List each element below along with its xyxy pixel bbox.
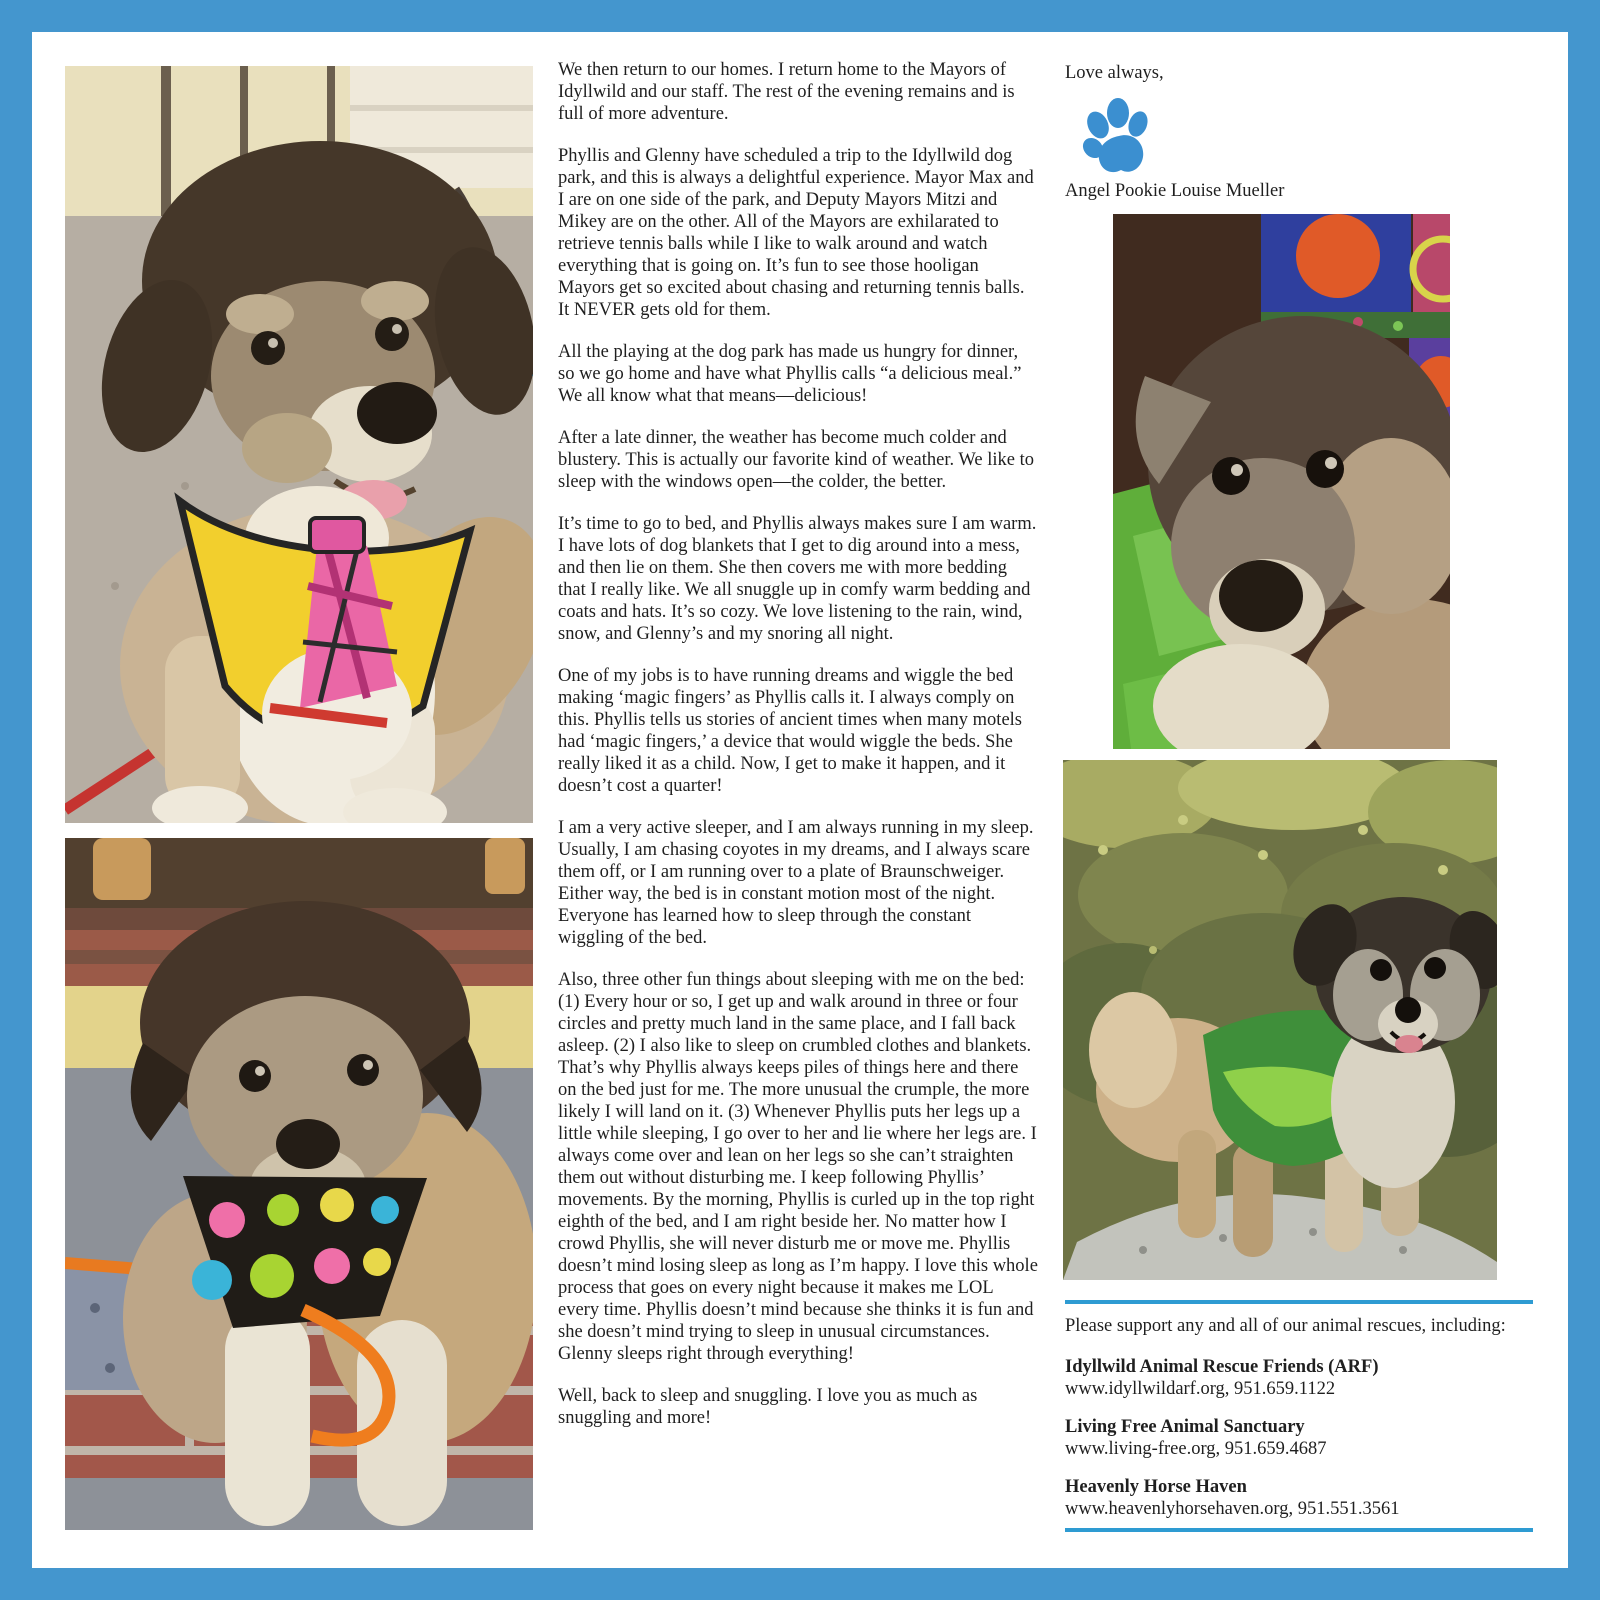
rescue-entry-living-free <box>1065 1416 1537 1460</box>
photo-dog-polka-bandana <box>65 838 533 1530</box>
letter-paragraph: Also, three other fun things about sleeping with me on the bed: (1) Every hour or so, I get up and walk around in three or four circles and pretty much land in the same place, and I fall back asleep. (2) I also like to sleep on crumbled clothes and blankets. That’s why Phyllis always keeps piles of things here and there on the bed just for me. The more unusual the crumple, the more likely I will land on it. (3) Whenever Phyllis puts her legs up a little while sleeping, I go over to her and lie where her legs are. I always come over and lean on her legs so she can’t straighten them out without disturbing me. I keep following Phyllis’ movements. By the morning, Phyllis is curled up in the top right eighth of the bed, and I am right beside her. No matter how I crowd Phyllis, she will never disturb me or move me. Phyllis doesn’t mind losing sleep as long as I’m happy. I love this whole process that goes on every night because it makes me LOL every time. Phyllis doesn’t mind because she thinks it is fun and she doesn’t mind trying to sleep in unusual circumstances. Glenny sleeps right through everything! <box>558 970 1038 1364</box>
rescue-contact: www.idyllwildarf.org, 951.659.1122 <box>1065 1379 1336 1399</box>
letter-paragraph: Well, back to sleep and snuggling. I love you as much as snuggling and more! <box>558 1386 978 1428</box>
paw-print-icon-svg <box>1081 98 1151 174</box>
dog-green-blanket-illustration <box>1113 214 1450 749</box>
support-intro-text: Please support any and all of our animal rescues, including: <box>1065 1316 1506 1336</box>
rescue-entry-heavenly-horse <box>1065 1476 1537 1520</box>
letter-paragraph: Phyllis and Glenny have scheduled a trip to the Idyllwild dog park, and this is always a delightful experience. Mayor Max and I are on one side of the park, and Deputy Mayors Mitzi and Mikey are on the other. All of the Mayors are exhilarated to retrieve tennis balls while I like to walk around and watch everything that is going on. It’s fun to see those hooligan Mayors get so excited about chasing and returning tennis balls. It NEVER gets old for them. <box>558 146 1034 320</box>
letter-paragraph: After a late dinner, the weather has become much colder and blustery. This is actually our favorite kind of weather. We like to sleep with the windows open—the colder, the better. <box>558 428 1034 492</box>
photo-dog-yellow-vest <box>65 66 533 823</box>
divider-rule-bottom <box>1065 1528 1533 1532</box>
rescue-name: Living Free Animal Sanctuary <box>1065 1417 1305 1437</box>
signature-name: Angel Pookie Louise Mueller <box>1065 181 1285 201</box>
rescue-contact: www.living-free.org, 951.659.4687 <box>1065 1439 1327 1459</box>
rescue-contact: www.heavenlyhorsehaven.org, 951.551.3561 <box>1065 1499 1400 1519</box>
valediction-text: Love always, <box>1065 63 1164 83</box>
dog-green-vest-illustration <box>1063 760 1497 1280</box>
dog-polka-bandana-illustration <box>65 838 533 1530</box>
letter-body <box>558 59 1038 1449</box>
letter-paragraph: It’s time to go to bed, and Phyllis always makes sure I am warm. I have lots of dog blankets that I get to dig around into a mess, and then lie on them. She then covers me with more bedding that I really like. We all snuggle up in comfy warm bedding and coats and hats. It’s so cozy. We love listening to the rain, wind, snow, and Glenny’s and my snoring all night. <box>558 514 1037 644</box>
letter-paragraph: We then return to our homes. I return home to the Mayors of Idyllwild and our staff. The rest of the evening remains and is full of more adventure. <box>558 60 1015 124</box>
letter-paragraph: All the playing at the dog park has made us hungry for dinner, so we go home and have what Phyllis calls “a delicious meal.” We all know what that means—delicious! <box>558 342 1022 406</box>
photo-dog-green-blanket <box>1113 214 1450 749</box>
letter-paragraph: One of my jobs is to have running dreams and wiggle the bed making ‘magic fingers’ as Phyllis calls it. I always comply on this. Phyllis tells us stories of ancient times when many motels had ‘magic fingers,’ a device that would wiggle the beds. She really liked it as a child. Now, I get to make it happen, and it doesn’t cost a quarter! <box>558 666 1022 796</box>
photo-dog-green-vest-rock <box>1063 760 1497 1280</box>
paw-print-icon <box>1081 98 1151 174</box>
letter-paragraph: I am a very active sleeper, and I am always running in my sleep. Usually, I am chasing coyotes in my dreams, and I always scare them off, or I am running over to a plate of Braunschweiger. Either way, the bed is in constant motion most of the night. Everyone has learned how to sleep through the constant wiggling of the bed. <box>558 818 1034 948</box>
divider-rule-top <box>1065 1300 1533 1304</box>
rescue-name: Heavenly Horse Haven <box>1065 1477 1247 1497</box>
rescue-entry-arf <box>1065 1356 1537 1400</box>
dog-yellow-vest-illustration <box>65 66 533 823</box>
rescue-name: Idyllwild Animal Rescue Friends (ARF) <box>1065 1357 1379 1377</box>
